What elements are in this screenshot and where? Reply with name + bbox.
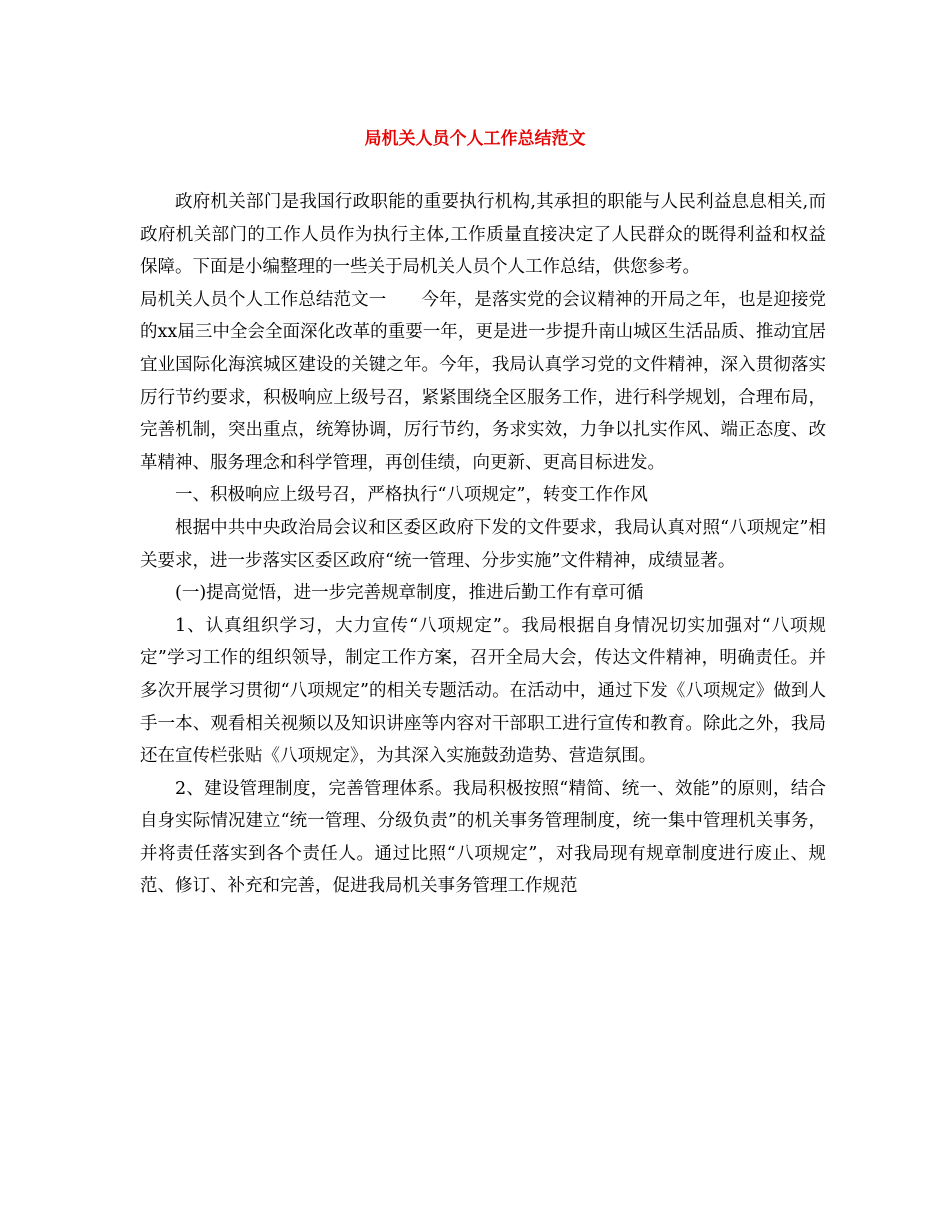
paragraph-item-one: 1、认真组织学习，大力宣传“八项规定”。我局根据自身情况切实加强对“八项规定”学习工作的组织领导，制定工作方案，召开全局大会，传达文件精神，明确责任。并多次开展学习贯彻“八项规定”的相关专题活动。在活动中，通过下发《八项规定》做到人手一本、观看相关视频以及知识讲座等内容对干部职工进行宣传和教育。除此之外，我局还在宣传栏张贴《八项规定》，为其深入实施鼓劲造势、营造氛围。	[140, 615, 826, 767]
paragraph-item-two: 2、建设管理制度，完善管理体系。我局积极按照“精简、统一、效能”的原则，结合自身实际情况建立“统一管理、分级负责”的机关事务管理制度，统一集中管理机关事务，并将责任落实到各个责任人。通过比照“八项规定”，对我局现有规章制度进行废止、规范、修订、补充和完善，促进我局机关事务管理工作规范	[140, 778, 826, 897]
heading-subsection-one: (一)提高觉悟，进一步完善规章制度，推进后勤工作有章可循	[175, 583, 644, 604]
paragraph-section-one: 局机关人员个人工作总结范文一 今年，是落实党的会议精神的开局之年，也是迎接党的xx届三中全会全面深化改革的重要一年，更是进一步提升南山城区生活品质、推动宜居宜业国际化海滨城区建设的关键之年。今年，我局认真学习党的文件精神，深入贯彻落实厉行节约要求，积极响应上级号召，紧紧围绕全区服务工作，进行科学规划，合理布局，完善机制，突出重点，统筹协调，厉行节约，务求实效，力争以扎实作风、端正态度、改革精神、服务理念和科学管理，再创佳绩，向更新、更高目标进发。	[140, 289, 826, 473]
page-title: 局机关人员个人工作总结范文	[364, 129, 586, 149]
paragraph-intro: 政府机关部门是我国行政职能的重要执行机构,其承担的职能与人民利益息息相关,而政府机关部门的工作人员作为执行主体,工作质量直接决定了人民群众的既得利益和权益保障。下面是小编整理的一些关于局机关人员个人工作总结，供您参考。	[140, 192, 826, 278]
document-body	[140, 186, 826, 903]
paragraph-regulation: 根据中共中央政治局会议和区委区政府下发的文件要求，我局认真对照“八项规定”相关要求，进一步落实区委区政府“统一管理、分步实施”文件精神，成绩显著。	[140, 517, 826, 571]
heading-part-one: 一、积极响应上级号召，严格执行“八项规定”，转变工作作风	[175, 485, 648, 506]
